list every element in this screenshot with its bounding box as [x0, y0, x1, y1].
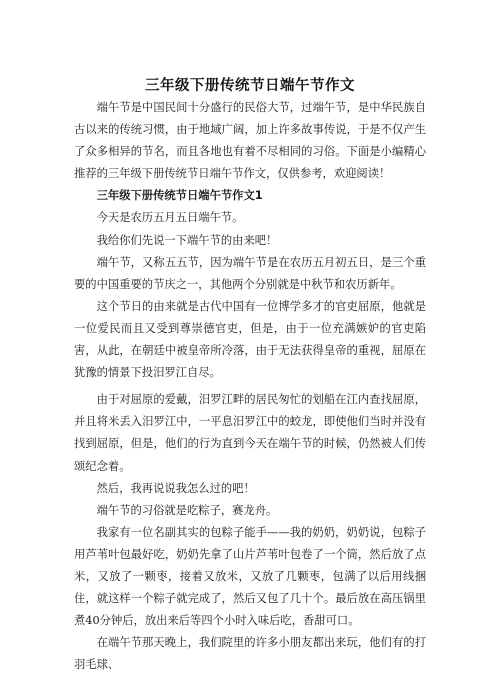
paragraph: 端午节是中国民间十分盛行的民俗大节，过端午节，是中华民族自古以来的传统习惯，由于地域广阔，加上许多故事传说，于是不仅产生了众多相异的节名，而且各地也有着不尽相同的习俗。下面是小编精心推荐的三年级下册传统节日端午节作文，仅供参考，欢迎阅读！ [74, 101, 426, 181]
paragraph: 我家有一位名副其实的包粽子能手——我的奶奶，奶奶说，包粽子用芦苇叶包最好吃，奶奶先拿了山片芦苇叶包卷了一个筒，然后放了点米，又放了一颗枣，接着又放米，又放了几颗枣，包满了以后用线捆住，就这样一个粽子就完成了，然后又包了几十个。最后放在高压锅里煮40分钟后，放出来后等四个小时入味后吃，香甜可口。 [74, 525, 426, 628]
paragraph: 由于对屈原的爱戴，汨罗江畔的居民匆忙的划船在江内查找屈原，并且将米丢入汨罗江中，一平息汨罗江中的蛟龙，即使他们当时并没有找到屈原，但是，他们的行为直到今天在端午节的时候，仍然被人们传颂纪念着。 [74, 393, 426, 473]
paragraph: 这个节日的由来就是古代中国有一位博学多才的官吏屈原，他就是一位爱民而且又受到尊崇德官吏，但是，由于一位充满嫉妒的官吏陷害，从此，在朝廷中被皇帝所冷落，由于无法获得皇帝的重视，屈原在犹豫的情景下投汨罗江自尽。 [74, 299, 426, 380]
paragraph: 端午节，又称五五节，因为端午节是在农历五月初五日，是三个重要的中国重要的节庆之一，其他两个分别就是中秋节和农历新年。 [74, 255, 426, 291]
paragraph: 在端午节那天晚上，我们院里的许多小朋友都出来玩，他们有的打羽毛球、 [74, 636, 426, 672]
document-title: 三年级下册传统节日端午节作文 [145, 78, 355, 94]
paragraph: 今天是农历五月五日端午节。 [96, 211, 244, 225]
section-heading: 三年级下册传统节日端午节作文1 [96, 189, 263, 203]
paragraph: 然后，我再说说我怎么过的吧！ [96, 481, 255, 495]
document-body [74, 97, 426, 676]
paragraph: 我给你们先说一下端午节的由来吧！ [96, 233, 278, 247]
paragraph: 端午节的习俗就是吃粽子，赛龙舟。 [96, 503, 278, 517]
